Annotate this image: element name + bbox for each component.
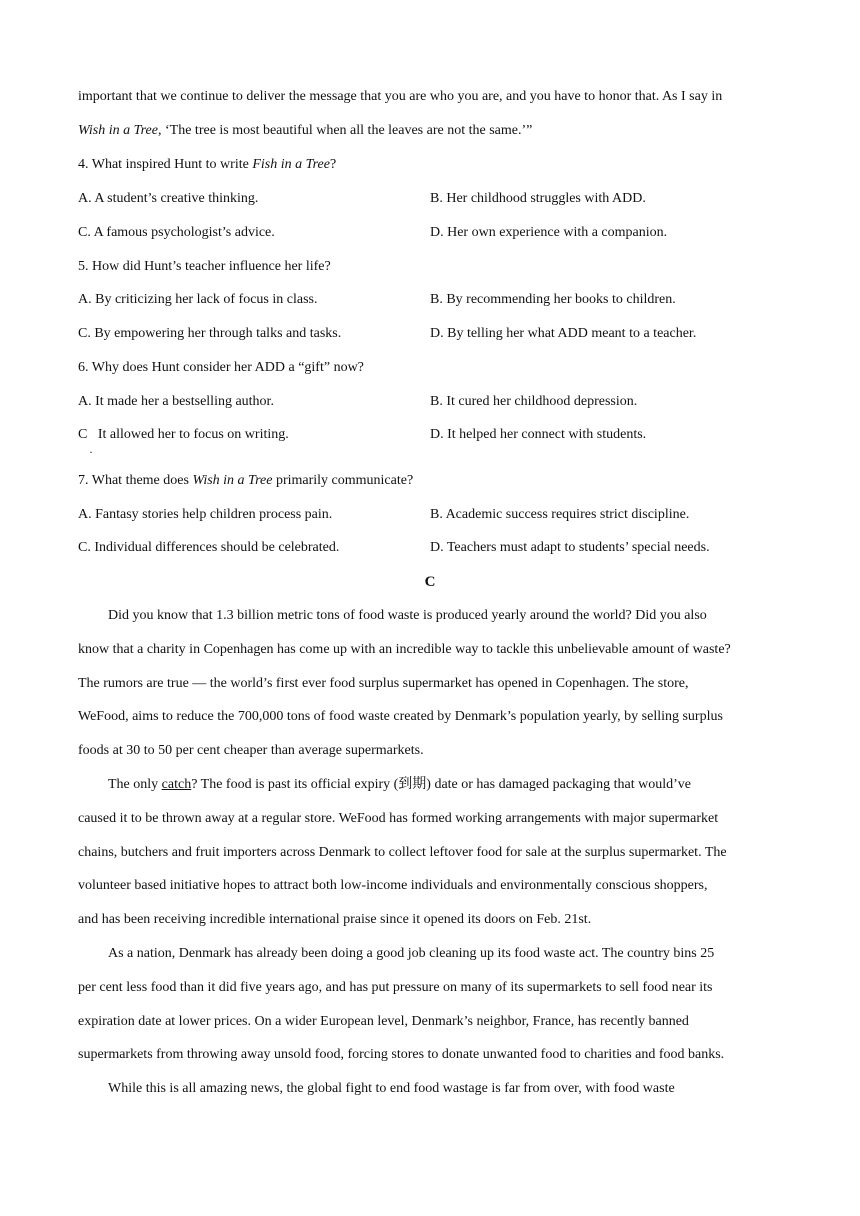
paragraph-line: supermarkets from throwing away unsold food, forcing stores to donate unwanted food to charities and food banks. bbox=[78, 1047, 725, 1062]
option-4a: A. A student’s creative thinking. bbox=[78, 191, 259, 206]
paragraph-line: volunteer based initiative hopes to attract both low-income individuals and environmentally conscious shoppers, bbox=[78, 878, 708, 893]
option-5d: D. By telling her what ADD meant to a teacher. bbox=[430, 326, 697, 341]
option-4c: C. A famous psychologist’s advice. bbox=[78, 225, 275, 240]
option-6b: B. It cured her childhood depression. bbox=[430, 394, 638, 409]
book-title: Wish in a Tree bbox=[192, 473, 273, 488]
option-7d: D. Teachers must adapt to students’ special needs. bbox=[430, 540, 710, 555]
stem-text: ? bbox=[329, 157, 337, 172]
stray-dot: · bbox=[89, 445, 93, 459]
paragraph-line bbox=[108, 775, 798, 795]
paragraph-line: The rumors are true — the world’s first ever food surplus supermarket has opened in Copenhagen. The store, bbox=[78, 676, 689, 691]
option-7a: A. Fantasy stories help children process pain. bbox=[78, 507, 333, 522]
book-title: Wish in a Tree bbox=[78, 123, 158, 138]
paragraph-line: per cent less food than it did five years ago, and has put pressure on many of its supermarkets to sell food near its bbox=[78, 980, 713, 995]
paragraph-line: caused it to be thrown away at a regular store. WeFood has formed working arrangements with major supermarket bbox=[78, 811, 719, 826]
question-stem-7 bbox=[78, 471, 798, 491]
question-stem-4 bbox=[78, 155, 798, 175]
stem-text: 7. What theme does bbox=[78, 473, 193, 488]
stem-text: primarily communicate? bbox=[272, 473, 414, 488]
option-4d: D. Her own experience with a companion. bbox=[430, 225, 668, 240]
passage-line: important that we continue to deliver the message that you are who you are, and you have to honor that. As I say in bbox=[78, 89, 723, 104]
paragraph-line: foods at 30 to 50 per cent cheaper than average supermarkets. bbox=[78, 743, 424, 758]
paragraph-line: As a nation, Denmark has already been doing a good job cleaning up its food waste act. The country bins 25 bbox=[108, 946, 715, 961]
paragraph-line: know that a charity in Copenhagen has come up with an incredible way to tackle this unbelievable amount of waste? bbox=[78, 642, 731, 657]
option-6c: C It allowed her to focus on writing. bbox=[78, 427, 289, 442]
paragraph-line: Did you know that 1.3 billion metric tons of food waste is produced yearly around the world? Did you also bbox=[108, 608, 707, 623]
passage-line bbox=[78, 121, 798, 141]
option-4b: B. Her childhood struggles with ADD. bbox=[430, 191, 646, 206]
option-7c: C. Individual differences should be celebrated. bbox=[78, 540, 340, 555]
paragraph-line: WeFood, aims to reduce the 700,000 tons of food waste created by Denmark’s population yearly, by selling surplus bbox=[78, 709, 723, 724]
book-title: Fish in a Tree bbox=[252, 157, 330, 172]
option-7b: B. Academic success requires strict discipline. bbox=[430, 507, 690, 522]
passage-text: , ‘The tree is most beautiful when all the leaves are not the same.’” bbox=[158, 123, 533, 138]
option-6d: D. It helped her connect with students. bbox=[430, 427, 647, 442]
section-heading: C bbox=[424, 574, 436, 590]
option-5b: B. By recommending her books to children. bbox=[430, 292, 676, 307]
paragraph-line: and has been receiving incredible international praise since it opened its doors on Feb. 21st. bbox=[78, 912, 592, 927]
option-6a: A. It made her a bestselling author. bbox=[78, 394, 274, 409]
option-5c: C. By empowering her through talks and tasks. bbox=[78, 326, 342, 341]
stem-text: 4. What inspired Hunt to write bbox=[78, 157, 253, 172]
paragraph-line: expiration date at lower prices. On a wider European level, Denmark’s neighbor, France, has recently banned bbox=[78, 1014, 689, 1029]
option-5a: A. By criticizing her lack of focus in class. bbox=[78, 292, 318, 307]
underlined-word: catch bbox=[161, 777, 192, 792]
question-stem-6: 6. Why does Hunt consider her ADD a “gift” now? bbox=[78, 360, 364, 375]
paragraph-line: While this is all amazing news, the global fight to end food wastage is far from over, with food waste bbox=[108, 1081, 675, 1096]
question-stem-5: 5. How did Hunt’s teacher influence her life? bbox=[78, 259, 331, 274]
paragraph-line: chains, butchers and fruit importers across Denmark to collect leftover food for sale at the surplus supermarket. The bbox=[78, 845, 727, 860]
paragraph-text: ? The food is past its official expiry (到期) date or has damaged packaging that would’ve bbox=[191, 777, 692, 792]
paragraph-text: The only bbox=[108, 777, 162, 792]
